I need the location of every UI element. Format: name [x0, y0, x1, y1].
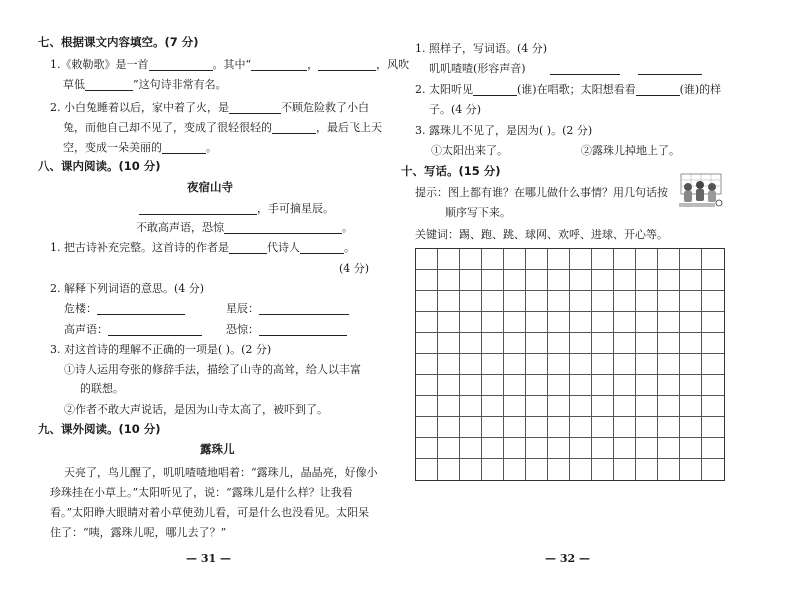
- blank[interactable]: [229, 102, 281, 114]
- grid-row: [416, 333, 724, 354]
- grid-cell[interactable]: [702, 312, 724, 333]
- grid-cell[interactable]: [438, 375, 460, 396]
- s8-q1: [50, 241, 355, 254]
- s7-q2-line3: [63, 141, 217, 154]
- s10-hint-a: 提示：图上都有谁？在哪儿做什么事情？用几句话按: [415, 186, 668, 199]
- grid-cell[interactable]: [592, 459, 614, 480]
- grid-cell[interactable]: [416, 459, 438, 480]
- football-icon: [716, 200, 722, 206]
- grid-cell[interactable]: [460, 270, 482, 291]
- grid-cell[interactable]: [570, 396, 592, 417]
- s7-q2-f: 。: [206, 141, 217, 154]
- grid-cell[interactable]: [680, 354, 702, 375]
- blank[interactable]: [636, 84, 680, 96]
- s8-q3-opt1-b: 的联想。: [80, 382, 124, 395]
- kid-body: [696, 189, 704, 201]
- grid-cell[interactable]: [504, 354, 526, 375]
- grid-cell[interactable]: [504, 249, 526, 270]
- grid-cell[interactable]: [482, 438, 504, 459]
- word-kongjing: [226, 323, 347, 336]
- section7-heading: 七、根据课文内容填空。(7 分): [38, 35, 199, 49]
- grid-cell[interactable]: [548, 417, 570, 438]
- grid-cell[interactable]: [548, 354, 570, 375]
- grid-cell[interactable]: [702, 354, 724, 375]
- grid-cell[interactable]: [416, 375, 438, 396]
- grid-cell[interactable]: [548, 312, 570, 333]
- grid-cell[interactable]: [548, 396, 570, 417]
- writing-grid[interactable]: [415, 248, 725, 481]
- grid-cell[interactable]: [548, 249, 570, 270]
- grid-cell[interactable]: [570, 354, 592, 375]
- grid-cell[interactable]: [438, 333, 460, 354]
- grid-cell[interactable]: [482, 291, 504, 312]
- section8-heading: 八、课内阅读。(10 分): [38, 159, 161, 173]
- grid-cell[interactable]: [592, 270, 614, 291]
- grid-cell[interactable]: [592, 375, 614, 396]
- grid-cell[interactable]: [504, 375, 526, 396]
- grid-cell[interactable]: [416, 417, 438, 438]
- poem-line2-end: 。: [342, 221, 353, 234]
- grid-row: [416, 459, 724, 480]
- grid-row: [416, 291, 724, 312]
- grid-cell[interactable]: [636, 333, 658, 354]
- grid-cell[interactable]: [680, 249, 702, 270]
- grid-cell[interactable]: [482, 354, 504, 375]
- grid-cell[interactable]: [636, 291, 658, 312]
- grid-cell[interactable]: [658, 438, 680, 459]
- r-q2-a: 2. 太阳听见: [415, 83, 473, 96]
- word-label: 危楼：: [64, 302, 97, 315]
- grid-cell[interactable]: [592, 354, 614, 375]
- poem-title: 夜宿山寺: [187, 180, 233, 194]
- grid-cell[interactable]: [702, 270, 724, 291]
- grid-cell[interactable]: [636, 249, 658, 270]
- r-q3-opt2: ②露珠儿掉地上了。: [581, 144, 680, 157]
- s7-q1-b: 。其中“: [212, 58, 252, 71]
- blank[interactable]: [300, 242, 344, 254]
- grid-cell[interactable]: [658, 249, 680, 270]
- story-p4: 住了：“咦，露珠儿呢，哪儿去了？”: [50, 526, 227, 539]
- grid-cell[interactable]: [592, 312, 614, 333]
- grid-cell[interactable]: [636, 459, 658, 480]
- grid-cell[interactable]: [482, 375, 504, 396]
- blank[interactable]: [272, 122, 316, 134]
- r-q2-c: (谁)的样: [679, 83, 722, 96]
- poem-line2-text: 不敢高声语，恐惊: [136, 221, 224, 234]
- ground: [679, 203, 715, 207]
- grid-cell[interactable]: [526, 438, 548, 459]
- grid-cell[interactable]: [614, 396, 636, 417]
- s7-q2-line1: [50, 101, 369, 114]
- grid-cell[interactable]: [460, 396, 482, 417]
- s7-q2-d: ，最后飞上天: [316, 121, 382, 134]
- blank[interactable]: [318, 59, 376, 71]
- r-q1-example: [429, 62, 702, 75]
- grid-cell[interactable]: [658, 270, 680, 291]
- grid-cell[interactable]: [570, 459, 592, 480]
- grid-cell[interactable]: [614, 354, 636, 375]
- grid-cell[interactable]: [592, 291, 614, 312]
- grid-cell[interactable]: [482, 249, 504, 270]
- s8-q1-b: 代诗人: [267, 241, 300, 254]
- grid-cell[interactable]: [658, 459, 680, 480]
- grid-cell[interactable]: [592, 396, 614, 417]
- s10-keywords: 关键词：踢、跑、跳、球网、欢呼、进球、开心等。: [415, 228, 668, 241]
- grid-cell[interactable]: [504, 333, 526, 354]
- grid-cell[interactable]: [592, 249, 614, 270]
- s8-q1-score: (4 分): [339, 262, 370, 275]
- grid-cell[interactable]: [570, 438, 592, 459]
- blank[interactable]: [229, 242, 267, 254]
- grid-cell[interactable]: [416, 396, 438, 417]
- word-label: 高声语：: [64, 323, 108, 336]
- blank[interactable]: [638, 63, 702, 75]
- grid-cell[interactable]: [460, 249, 482, 270]
- s7-q1-line1: [50, 58, 409, 71]
- grid-cell[interactable]: [570, 249, 592, 270]
- grid-cell[interactable]: [658, 375, 680, 396]
- grid-cell[interactable]: [460, 354, 482, 375]
- grid-cell[interactable]: [526, 270, 548, 291]
- s7-q2-a: 2. 小白兔睡着以后，家中着了火，是: [50, 101, 229, 114]
- poem-line1: [139, 202, 334, 215]
- s7-q1-d: ，风吹: [376, 58, 410, 71]
- blank[interactable]: [473, 84, 517, 96]
- grid-cell[interactable]: [680, 375, 702, 396]
- grid-cell[interactable]: [482, 396, 504, 417]
- grid-cell[interactable]: [658, 291, 680, 312]
- grid-cell[interactable]: [636, 375, 658, 396]
- grid-cell[interactable]: [460, 417, 482, 438]
- grid-cell[interactable]: [702, 396, 724, 417]
- grid-cell[interactable]: [548, 270, 570, 291]
- s7-q2-e: 空，变成一朵美丽的: [63, 141, 162, 154]
- grid-cell[interactable]: [526, 333, 548, 354]
- kids-playing-illustration: [679, 170, 723, 208]
- grid-cell[interactable]: [416, 354, 438, 375]
- blank[interactable]: [139, 203, 257, 215]
- grid-cell[interactable]: [526, 459, 548, 480]
- blank[interactable]: [149, 59, 213, 71]
- grid-cell[interactable]: [460, 291, 482, 312]
- grid-cell[interactable]: [548, 291, 570, 312]
- blank[interactable]: [224, 222, 342, 234]
- grid-row: [416, 312, 724, 333]
- grid-cell[interactable]: [614, 438, 636, 459]
- grid-cell[interactable]: [680, 417, 702, 438]
- grid-cell[interactable]: [526, 396, 548, 417]
- story-title: 露珠儿: [200, 442, 235, 456]
- grid-cell[interactable]: [438, 354, 460, 375]
- grid-cell[interactable]: [526, 354, 548, 375]
- grid-cell[interactable]: [680, 438, 702, 459]
- s7-q1-line2: [63, 78, 227, 91]
- grid-cell[interactable]: [482, 270, 504, 291]
- poem-line2: [136, 221, 353, 234]
- s7-q1-f: ”这句诗非常有名。: [133, 78, 227, 91]
- grid-cell[interactable]: [680, 396, 702, 417]
- grid-cell[interactable]: [548, 333, 570, 354]
- grid-row: [416, 249, 724, 270]
- grid-cell[interactable]: [636, 417, 658, 438]
- grid-cell[interactable]: [504, 312, 526, 333]
- blank[interactable]: [251, 59, 307, 71]
- grid-cell[interactable]: [416, 291, 438, 312]
- grid-cell[interactable]: [570, 312, 592, 333]
- grid-cell[interactable]: [658, 396, 680, 417]
- s8-q1-a: 1. 把古诗补充完整。这首诗的作者是: [50, 241, 229, 254]
- grid-row: [416, 396, 724, 417]
- section10-heading: 十、写话。(15 分): [401, 164, 501, 178]
- story-p1: 天亮了，鸟儿醒了，叽叽喳喳地唱着：“露珠儿，晶晶亮，好像小: [64, 466, 378, 479]
- grid-cell[interactable]: [526, 312, 548, 333]
- grid-row: [416, 375, 724, 396]
- grid-cell[interactable]: [570, 375, 592, 396]
- grid-cell[interactable]: [438, 312, 460, 333]
- blank[interactable]: [259, 303, 349, 315]
- r-q3-opt1: ①太阳出来了。: [431, 144, 508, 157]
- grid-cell[interactable]: [702, 459, 724, 480]
- grid-cell[interactable]: [636, 270, 658, 291]
- grid-cell[interactable]: [416, 249, 438, 270]
- grid-cell[interactable]: [460, 312, 482, 333]
- word-gaoshengyu: [64, 323, 202, 336]
- grid-cell[interactable]: [702, 438, 724, 459]
- grid-cell[interactable]: [548, 459, 570, 480]
- grid-cell[interactable]: [438, 396, 460, 417]
- s8-q3-opt2: ②作者不敢大声说话，是因为山寺太高了，被吓到了。: [64, 403, 328, 416]
- s10-hint-b: 顺序写下来。: [445, 206, 511, 219]
- grid-cell[interactable]: [526, 291, 548, 312]
- story-p3: 看。”太阳睁大眼睛对着小草使劲儿看，可是什么也没看见。太阳呆: [50, 506, 370, 519]
- blank[interactable]: [162, 142, 206, 154]
- grid-cell[interactable]: [482, 333, 504, 354]
- grid-cell[interactable]: [614, 333, 636, 354]
- grid-cell[interactable]: [614, 249, 636, 270]
- grid-cell[interactable]: [416, 438, 438, 459]
- grid-cell[interactable]: [570, 417, 592, 438]
- grid-cell[interactable]: [438, 270, 460, 291]
- blank[interactable]: [108, 324, 202, 336]
- poem-line1-tail: ，手可摘星辰。: [257, 202, 334, 215]
- grid-cell[interactable]: [548, 438, 570, 459]
- grid-cell[interactable]: [614, 375, 636, 396]
- s7-q1-c: ，: [307, 58, 319, 71]
- page-number-32: — 32 —: [545, 552, 590, 565]
- grid-cell[interactable]: [504, 417, 526, 438]
- grid-cell[interactable]: [438, 291, 460, 312]
- grid-cell[interactable]: [526, 417, 548, 438]
- grid-cell[interactable]: [482, 417, 504, 438]
- r-q3: 3. 露珠儿不见了，是因为( )。(2 分): [415, 124, 593, 137]
- grid-cell[interactable]: [416, 312, 438, 333]
- grid-cell[interactable]: [636, 354, 658, 375]
- grid-cell[interactable]: [702, 291, 724, 312]
- kid-head: [696, 181, 704, 189]
- grid-cell[interactable]: [460, 375, 482, 396]
- grid-row: [416, 270, 724, 291]
- page-number-31: — 31 —: [186, 552, 231, 565]
- grid-cell[interactable]: [592, 438, 614, 459]
- blank[interactable]: [259, 324, 347, 336]
- grid-cell[interactable]: [658, 417, 680, 438]
- grid-cell[interactable]: [658, 354, 680, 375]
- grid-cell[interactable]: [438, 438, 460, 459]
- s8-q3: 3. 对这首诗的理解不正确的一项是( )。(2 分): [50, 343, 272, 356]
- grid-cell[interactable]: [438, 417, 460, 438]
- grid-cell[interactable]: [460, 333, 482, 354]
- r-q1: 1. 照样子，写词语。(4 分): [415, 42, 548, 55]
- s7-q2-line2: [63, 121, 382, 134]
- word-xingchen: [226, 302, 349, 315]
- grid-cell[interactable]: [438, 459, 460, 480]
- grid-cell[interactable]: [460, 459, 482, 480]
- s8-q1-c: 。: [344, 241, 355, 254]
- grid-cell[interactable]: [614, 291, 636, 312]
- grid-cell[interactable]: [416, 333, 438, 354]
- grid-cell[interactable]: [592, 417, 614, 438]
- grid-cell[interactable]: [702, 375, 724, 396]
- grid-cell[interactable]: [680, 459, 702, 480]
- grid-cell[interactable]: [614, 270, 636, 291]
- s7-q1-a: 1.《敕勒歌》是一首: [50, 58, 149, 71]
- s8-q3-opt1-a: ①诗人运用夸张的修辞手法，描绘了山寺的高耸，给人以丰富: [64, 363, 361, 376]
- section9-heading: 九、课外阅读。(10 分): [38, 422, 161, 436]
- kid-body: [684, 191, 692, 202]
- grid-cell[interactable]: [504, 459, 526, 480]
- grid-cell[interactable]: [614, 312, 636, 333]
- r-q1-example-text: 叽叽喳喳(形容声音): [429, 62, 526, 75]
- grid-cell[interactable]: [614, 417, 636, 438]
- grid-cell[interactable]: [482, 459, 504, 480]
- grid-cell[interactable]: [658, 333, 680, 354]
- grid-row: [416, 354, 724, 375]
- grid-cell[interactable]: [592, 333, 614, 354]
- grid-cell[interactable]: [680, 270, 702, 291]
- grid-cell[interactable]: [636, 312, 658, 333]
- grid-cell[interactable]: [702, 333, 724, 354]
- grid-row: [416, 417, 724, 438]
- grid-cell[interactable]: [504, 438, 526, 459]
- r-q2-b: (谁)在唱歌；太阳想看看: [517, 83, 636, 96]
- word-label: 星辰：: [226, 302, 259, 315]
- kid-head: [684, 183, 692, 191]
- grid-cell[interactable]: [680, 312, 702, 333]
- grid-cell[interactable]: [504, 270, 526, 291]
- grid-cell[interactable]: [548, 375, 570, 396]
- grid-cell[interactable]: [460, 438, 482, 459]
- kid-body: [708, 191, 716, 202]
- r-q2-d: 子。(4 分): [429, 103, 482, 116]
- grid-cell[interactable]: [702, 249, 724, 270]
- grid-cell[interactable]: [680, 333, 702, 354]
- grid-cell[interactable]: [658, 312, 680, 333]
- grid-cell[interactable]: [570, 291, 592, 312]
- grid-cell[interactable]: [680, 291, 702, 312]
- story-p2: 珍珠挂在小草上。”太阳听见了，说：“露珠儿是什么样？让我看: [50, 486, 353, 499]
- grid-cell[interactable]: [570, 270, 592, 291]
- s7-q1-e: 草低: [63, 78, 85, 91]
- s8-q2: 2. 解释下列词语的意思。(4 分): [50, 282, 205, 295]
- grid-cell[interactable]: [526, 249, 548, 270]
- grid-row: [416, 438, 724, 459]
- word-weilou: [64, 302, 185, 315]
- grid-cell[interactable]: [416, 270, 438, 291]
- grid-cell[interactable]: [636, 438, 658, 459]
- blank[interactable]: [85, 79, 133, 91]
- kid-head: [708, 183, 716, 191]
- blank[interactable]: [97, 303, 185, 315]
- grid-cell[interactable]: [702, 417, 724, 438]
- grid-cell[interactable]: [482, 312, 504, 333]
- s7-q2-b: 不顾危险救了小白: [281, 101, 369, 114]
- grid-cell[interactable]: [504, 396, 526, 417]
- grid-cell[interactable]: [438, 249, 460, 270]
- s7-q2-c: 兔，而他自己却不见了，变成了很轻很轻的: [63, 121, 272, 134]
- grid-cell[interactable]: [636, 396, 658, 417]
- grid-cell[interactable]: [614, 459, 636, 480]
- grid-cell[interactable]: [504, 291, 526, 312]
- r-q2-line1: [415, 83, 721, 96]
- blank[interactable]: [550, 63, 620, 75]
- grid-cell[interactable]: [526, 375, 548, 396]
- grid-cell[interactable]: [570, 333, 592, 354]
- word-label: 恐惊：: [226, 323, 259, 336]
